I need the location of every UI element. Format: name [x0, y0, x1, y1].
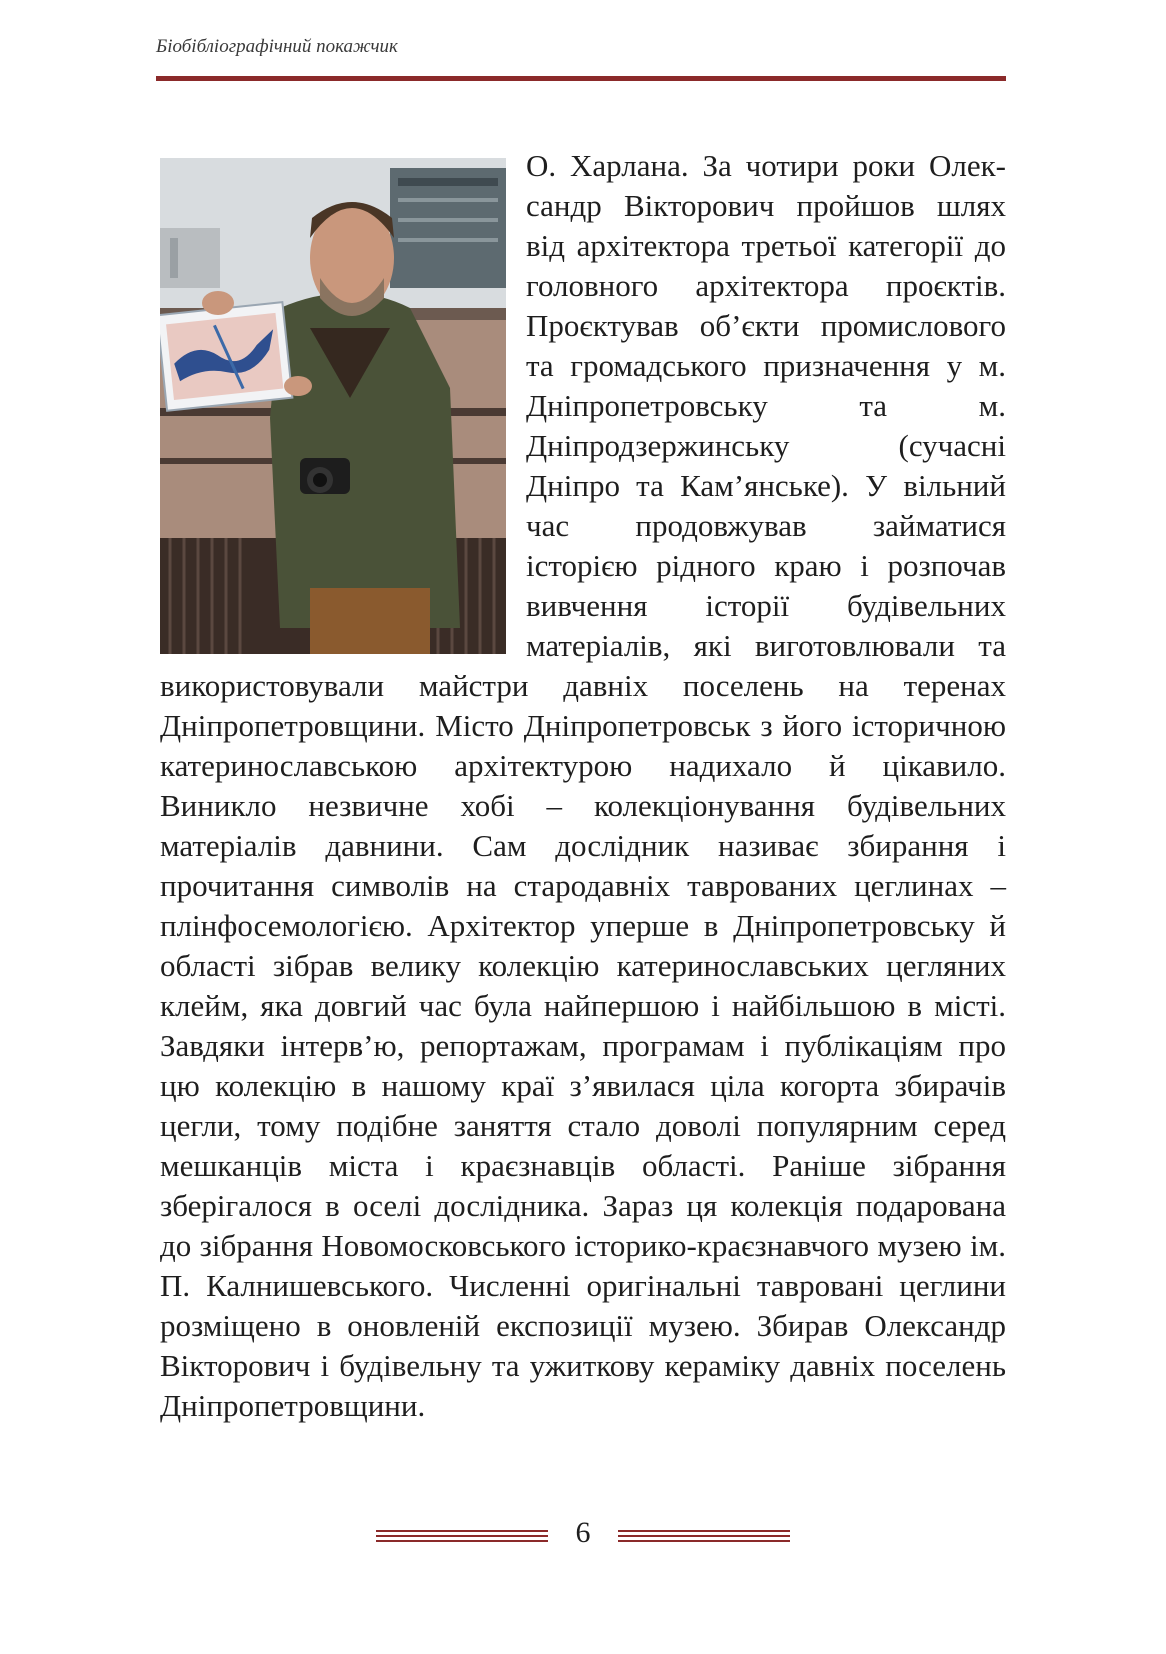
photo-illustration [160, 158, 506, 654]
page-content [160, 146, 1006, 1426]
page-footer [0, 1516, 1166, 1556]
header-rule [156, 76, 1006, 81]
footer-rule-left [376, 1530, 548, 1542]
photo-of-man-holding-map-icon [160, 158, 506, 654]
footer-rule-right [618, 1530, 790, 1542]
body-paragraph: О. Харлана. За чотири роки Олександр Вікторович пройшов шлях від архітектора третьої категорії до головного архітектора проєктів. Проєктував об’єкти промислового та громадського призначення у м. Дніпропетровську та м. Дніпродзержинську (сучасні Дніпро та Кам’янське). У вільний час продовжував займатися історією рідного краю і розпочав вивчення історії будівельних матеріалів, які виготовлювали та використовували майстри давніх поселень на теренах Дніпропетровщини. Місто Дніпропетровськ з його історичною катеринославською архітектурою надихало й цікавило. Виникло незвичне хобі – колекціонування будівельних матеріалів давнини. Сам дослідник називає збирання і прочитання символів на стародавніх таврованих цеглинах – плінфосемологією. Архітектор уперше в Дніпропетровську й області зібрав велику колекцію катеринославських цегляних клейм, яка довгий час була найпершою і найбільшою в місті. Завдяки інтерв’ю, репортажам, програмам і публікаціям про цю колекцію в нашому краї з’явилася ціла когорта збирачів цегли, тому подібне заняття стало доволі популярним серед мешканців міста і краєзнавців області. Раніше зібрання зберігалося в оселі дослідника. Зараз ця колекція подарована до зібрання Новомосковського історико-краєзнавчого музею ім. П. Калнишевського. Численні оригінальні тавровані цеглини розміщено в оновленій експозиції музею. Збирав Олександр Вікторович і будівельну та ужиткову кераміку давніх поселень Дніпропетровщини. [160, 148, 1006, 1423]
page-number: 6 [575, 1516, 591, 1549]
running-title: Біобібліографічний покажчик [156, 36, 398, 57]
